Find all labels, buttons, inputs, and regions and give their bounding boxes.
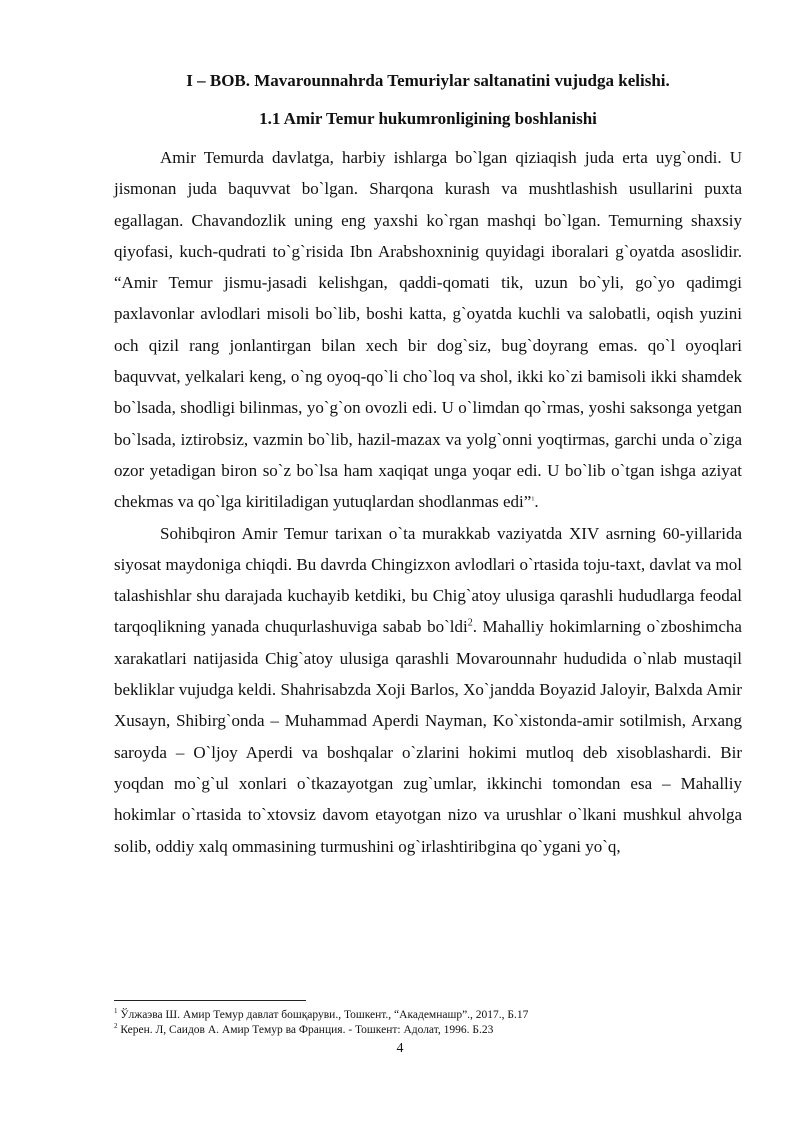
footnote-ref-2[interactable]: 2 (467, 617, 473, 629)
footnote-1 (114, 1008, 742, 1023)
footnotes (114, 1008, 742, 1038)
section-title: 1.1 Amir Temur hukumronligining boshlanishi (259, 109, 597, 128)
paragraph-1-trailing: . (534, 492, 539, 512)
document-page (114, 70, 742, 862)
paragraph-1-text: Amir Temurda davlatga, harbiy ishlarga bo`lgan qiziaqish juda erta uyg`ondi. U jismonan juda baquvvat bo`lgan. Sharqona kurash va mushtlashish usullarini puxta egallagan. Chavandozlik uning eng yaxshi ko`rgan mashqi bo`lgan. Temurning shaxsiy qiyofasi, kuch-qudrati to`g`risida Ibn Arabshoxninig quyidagi iboralari g`oyatda asoslidir. “Amir Temur jismu-jasadi kelishgan, qaddi-qomati tik, uzun bo`yli, go`yo qadimgi paxlavonlar avlodlari misoli bo`lib, boshi katta, g`oyatda kuchli va salobatli, oqish yuzini och qizil rang jonlantirgan bilan xech bir dog`siz, bug`doyrang emas. qo`l oyoqlari baquvvat, yelkalari keng, o`ng oyoq-qo`li cho`loq va shol, ikki ko`zi bamisoli ikki shamdek bo`lsada, shodligi bilinmas, yo`g`on ovozli edi. U o`limdan qo`rmas, yoshi saksonga yetgan bo`lsada, iztirobsiz, vazmin bo`lib, hazil-mazax va yolg`onni yoqtirmas, garchi unda o`ziga ozor yetadigan biron so`z bo`lsa ham xaqiqat unga yoqar edi. U bo`lib o`tgan ishga aziyat chekmas va qo`lga kiritiladigan yutuqlardan shodlanmas edi” (114, 148, 742, 512)
footnote-2 (114, 1023, 742, 1038)
paragraph-2 (114, 518, 742, 862)
footnote-2-number: 2 (114, 1022, 118, 1031)
page-number: 4 (396, 1041, 404, 1056)
footnote-1-number: 1 (114, 1007, 118, 1016)
chapter-title: I – BOB. Mavarounnahrda Temuriylar saltanatini vujudga kelishi. (186, 71, 670, 90)
footnote-2-text: Керен. Л, Саидов А. Амир Темур ва Франция. - Тошкент: Адолат, 1996. Б.23 (120, 1024, 494, 1036)
paragraph-2-text-before: Sohibqiron Amir Temur tarixan o`ta murakkab vaziyatda XIV asrning 60-yillarida siyosat maydoniga chiqdi. Bu davrda Chingizxon avlodlari o`rtasida toju-taxt, davlat va mol talashishlar shu darajada kuchayib ketdiki, bu Chig`atoy ulusiga qarashli hududlarga feodal tarqoqlikning yanada chuqurlashuviga sabab bo`ldi (114, 523, 742, 637)
footnote-ref-1[interactable]: 1 (531, 496, 535, 503)
footnote-1-text: Ўлжаэва Ш. Амир Темур давлат бошқаруви., Тошкент., “Академнашр”., 2017., Б.17 (120, 1009, 529, 1021)
paragraph-1 (114, 142, 742, 518)
paragraph-2-text-after: . Mahalliy hokimlarning o`zboshimcha xarakatlari natijasida Chig`atoy ulusiga qarashli Movarounnahr hududida o`nlab mustaqil bekliklar vujudga keldi. Shahrisabzda Xoji Barlos, Xo`jandda Boyazid Jaloyir, Balxda Amir Xusayn, Shibirg`onda – Muhammad Aperdi Nayman, Ko`xistonda-amir sotilmish, Arxang saroyda – O`ljoy Aperdi va boshqalar o`zlarini hokimi mutloq deb xisoblashardi. Bir yoqdan mo`g`ul xonlari o`tkazayotgan zug`umlar, ikkinchi tomondan esa – Mahalliy hokimlar o`rtasida to`xtovsiz davom etayotgan nizo va urushlar o`lkani mushkul ahvolga solib, oddiy xalq ommasining turmushini og`irlashtiribgina qo`ygani yo`q, (114, 617, 742, 856)
footnote-divider (114, 1000, 306, 1001)
